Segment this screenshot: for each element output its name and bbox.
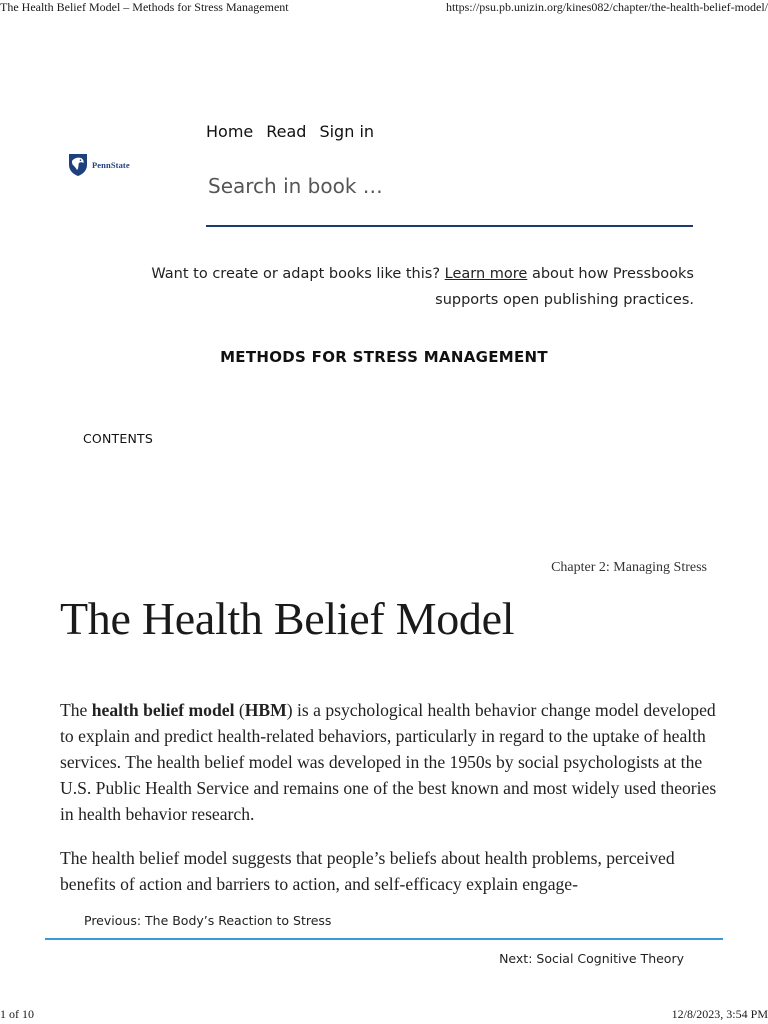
nav-home-link[interactable]: Home bbox=[206, 122, 254, 141]
pennstate-shield-icon bbox=[68, 153, 88, 177]
body-paragraph-2: The health belief model suggests that people’s beliefs about health problems, perceived benefits of action and barriers to action, and self-efficacy explain engage- bbox=[60, 848, 675, 894]
print-page-url: https://psu.pb.unizin.org/kines082/chapter/the-health-belief-model/ bbox=[445, 0, 768, 14]
previous-chapter-link[interactable]: Previous: The Body’s Reaction to Stress bbox=[84, 913, 332, 928]
part-label: Chapter 2: Managing Stress bbox=[551, 560, 707, 575]
nav-sign-in-link[interactable]: Sign in bbox=[319, 122, 375, 141]
p1-text-start: The bbox=[60, 700, 92, 720]
promo-text-after: about how Pressbooks supports open publishing practices. bbox=[435, 266, 694, 308]
learn-more-link[interactable]: Learn more bbox=[444, 266, 528, 282]
chapter-title: The Health Belief Model bbox=[60, 593, 515, 644]
pagination-divider bbox=[45, 938, 723, 940]
print-page-number: 1 of 10 bbox=[0, 1007, 34, 1021]
term-health-belief-model: health belief model bbox=[91, 700, 235, 720]
search-form bbox=[206, 168, 693, 228]
book-title[interactable]: METHODS FOR STRESS MANAGEMENT bbox=[220, 348, 548, 366]
body-paragraph-1 bbox=[60, 697, 720, 827]
site-logo[interactable] bbox=[68, 153, 130, 177]
print-page-title: The Health Belief Model – Methods for Stress Management bbox=[0, 0, 289, 14]
term-hbm: HBM bbox=[244, 700, 287, 720]
top-nav bbox=[206, 122, 374, 141]
next-chapter-link[interactable]: Next: Social Cognitive Theory bbox=[499, 951, 684, 966]
search-input[interactable] bbox=[206, 168, 688, 204]
p1-text-end: ) is a psychological health behavior change model developed to explain and predict health-related behaviors, particularly in regard to the uptake of health services. The health belief model was developed in the 1950s by social psychologists at the U.S. Public Health Service and remains one of the best known and most widely used theories in health behavior research. bbox=[60, 700, 717, 824]
promo-text-before: Want to create or adapt books like this? bbox=[151, 266, 445, 282]
logo-text: PennState bbox=[92, 160, 130, 170]
p1-text-mid: ( bbox=[234, 700, 245, 720]
pressbooks-promo bbox=[90, 261, 694, 313]
nav-read-link[interactable]: Read bbox=[266, 122, 307, 141]
print-date: 12/8/2023, 3:54 PM bbox=[671, 1007, 768, 1021]
search-underline bbox=[206, 225, 693, 227]
contents-toggle[interactable]: CONTENTS bbox=[83, 431, 153, 446]
body-paragraph-2-clip bbox=[60, 845, 720, 897]
